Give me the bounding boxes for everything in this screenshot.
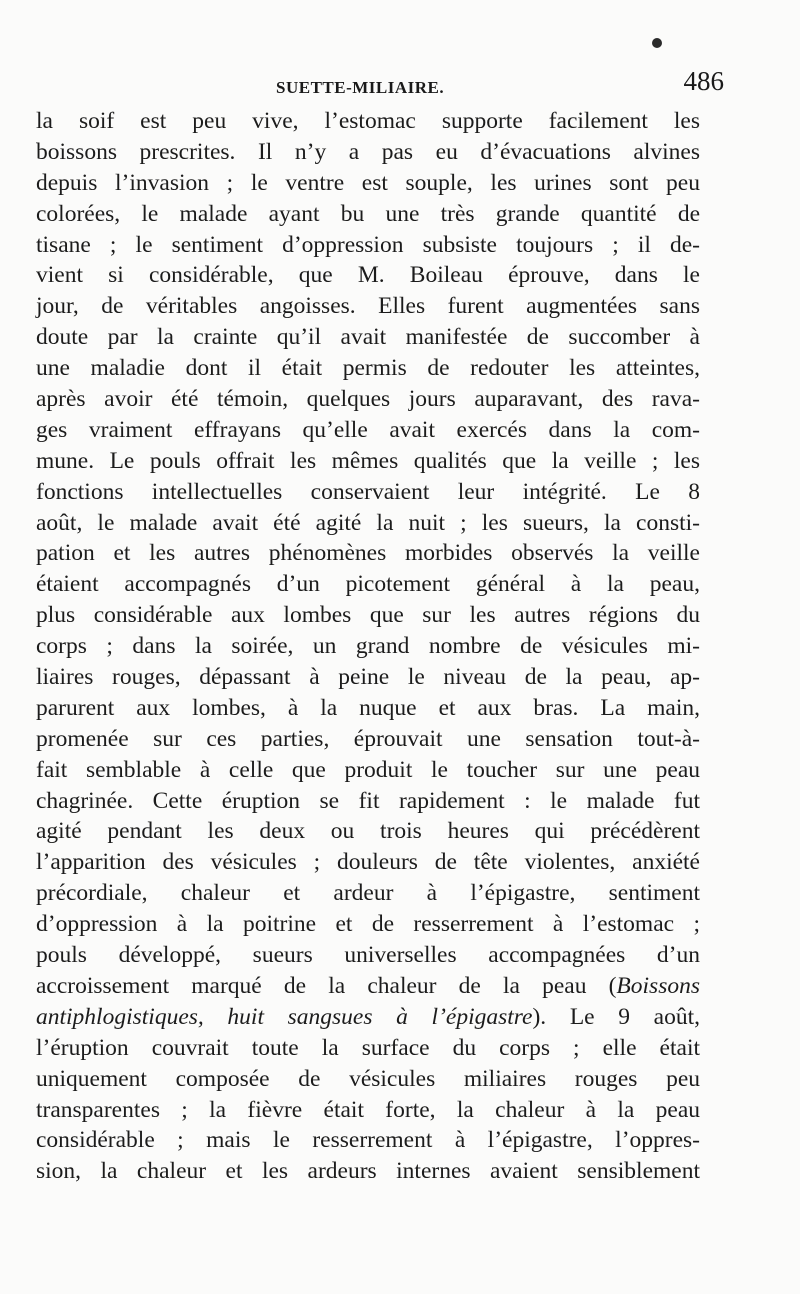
text-line: depuis l’invasion ; le ventre est souple, les urines sont peu (36, 169, 700, 196)
text-line: précordiale, chaleur et ardeur à l’épigastre, sentiment (36, 880, 700, 907)
text-line: plus considérable aux lombes que sur les autres régions du (36, 602, 700, 629)
text-line: ges vraiment effrayans qu’elle avait exercés dans la com- (36, 416, 700, 443)
text-line: considérable ; mais le resserrement à l’épigastre, l’oppres- (36, 1127, 700, 1154)
text-line: promenée sur ces parties, éprouvait une sensation tout-à- (36, 725, 700, 752)
text-line: jour, de véritables angoisses. Elles furent augmentées sans (36, 293, 700, 320)
text-line: doute par la crainte qu’il avait manifestée de succomber à (36, 324, 700, 351)
text-line: une maladie dont il était permis de redouter les atteintes, (36, 355, 700, 382)
text-line: fonctions intellectuelles conservaient leur intégrité. Le 8 (36, 478, 700, 505)
page-header (36, 66, 724, 102)
text-line: la soif est peu vive, l’estomac supporte facilement les (36, 108, 700, 134)
page-number: 486 (683, 66, 724, 96)
text-line: agité pendant les deux ou trois heures qui précédèrent (36, 818, 700, 845)
text-line: sion, la chaleur et les ardeurs internes avaient sensiblement (36, 1158, 700, 1185)
text-line: parurent aux lombes, à la nuque et aux bras. La main, (36, 694, 700, 721)
text-line: fait semblable à celle que produit le toucher sur une peau (36, 756, 700, 783)
text-line: étaient accompagnés d’un picotement général à la peau, (36, 571, 700, 598)
text-line: l’apparition des vésicules ; douleurs de tête violentes, anxiété (36, 849, 700, 876)
text-line: mune. Le pouls offrait les mêmes qualités que la veille ; les (36, 447, 700, 474)
text-line: tisane ; le sentiment d’oppression subsiste toujours ; il de- (36, 231, 700, 258)
text-line: colorées, le malade ayant bu une très grande quantité de (36, 200, 700, 227)
text-line: l’éruption couvrait toute la surface du corps ; elle était (36, 1034, 700, 1061)
running-title: SUETTE-MILIAIRE. (276, 78, 445, 97)
text-line: pation et les autres phénomènes morbides observés la veille (36, 540, 700, 567)
text-line: transparentes ; la fièvre était forte, la chaleur à la peau (36, 1096, 700, 1123)
text-line: d’oppression à la poitrine et de resserrement à l’estomac ; (36, 911, 700, 938)
text-line: vient si considérable, que M. Boileau éprouve, dans le (36, 262, 700, 289)
text-line: chagrinée. Cette éruption se fit rapidement : le malade fut (36, 787, 700, 814)
ink-speck (652, 38, 662, 48)
text-line: pouls développé, sueurs universelles accompagnées d’un (36, 942, 700, 969)
text-line: après avoir été témoin, quelques jours auparavant, des rava- (36, 386, 700, 413)
text-line: août, le malade avait été agité la nuit ; les sueurs, la consti- (36, 509, 700, 536)
text-line: uniquement composée de vésicules miliaires rouges peu (36, 1065, 700, 1092)
italic-text: Boissons (616, 972, 700, 999)
text-line: accroissement marqué de la chaleur de la peau (Boissons (36, 972, 700, 999)
text-line: antiphlogistiques, huit sangsues à l’épigastre). Le 9 août, (36, 1003, 700, 1030)
italic-text: antiphlogistiques, huit sangsues à l’épigastre (36, 1003, 533, 1030)
text-line: corps ; dans la soirée, un grand nombre de vésicules mi- (36, 633, 700, 660)
body-text (36, 106, 700, 1187)
text-line: liaires rouges, dépassant à peine le niveau de la peau, ap- (36, 664, 700, 691)
text-line: boissons prescrites. Il n’y a pas eu d’évacuations alvines (36, 138, 700, 165)
